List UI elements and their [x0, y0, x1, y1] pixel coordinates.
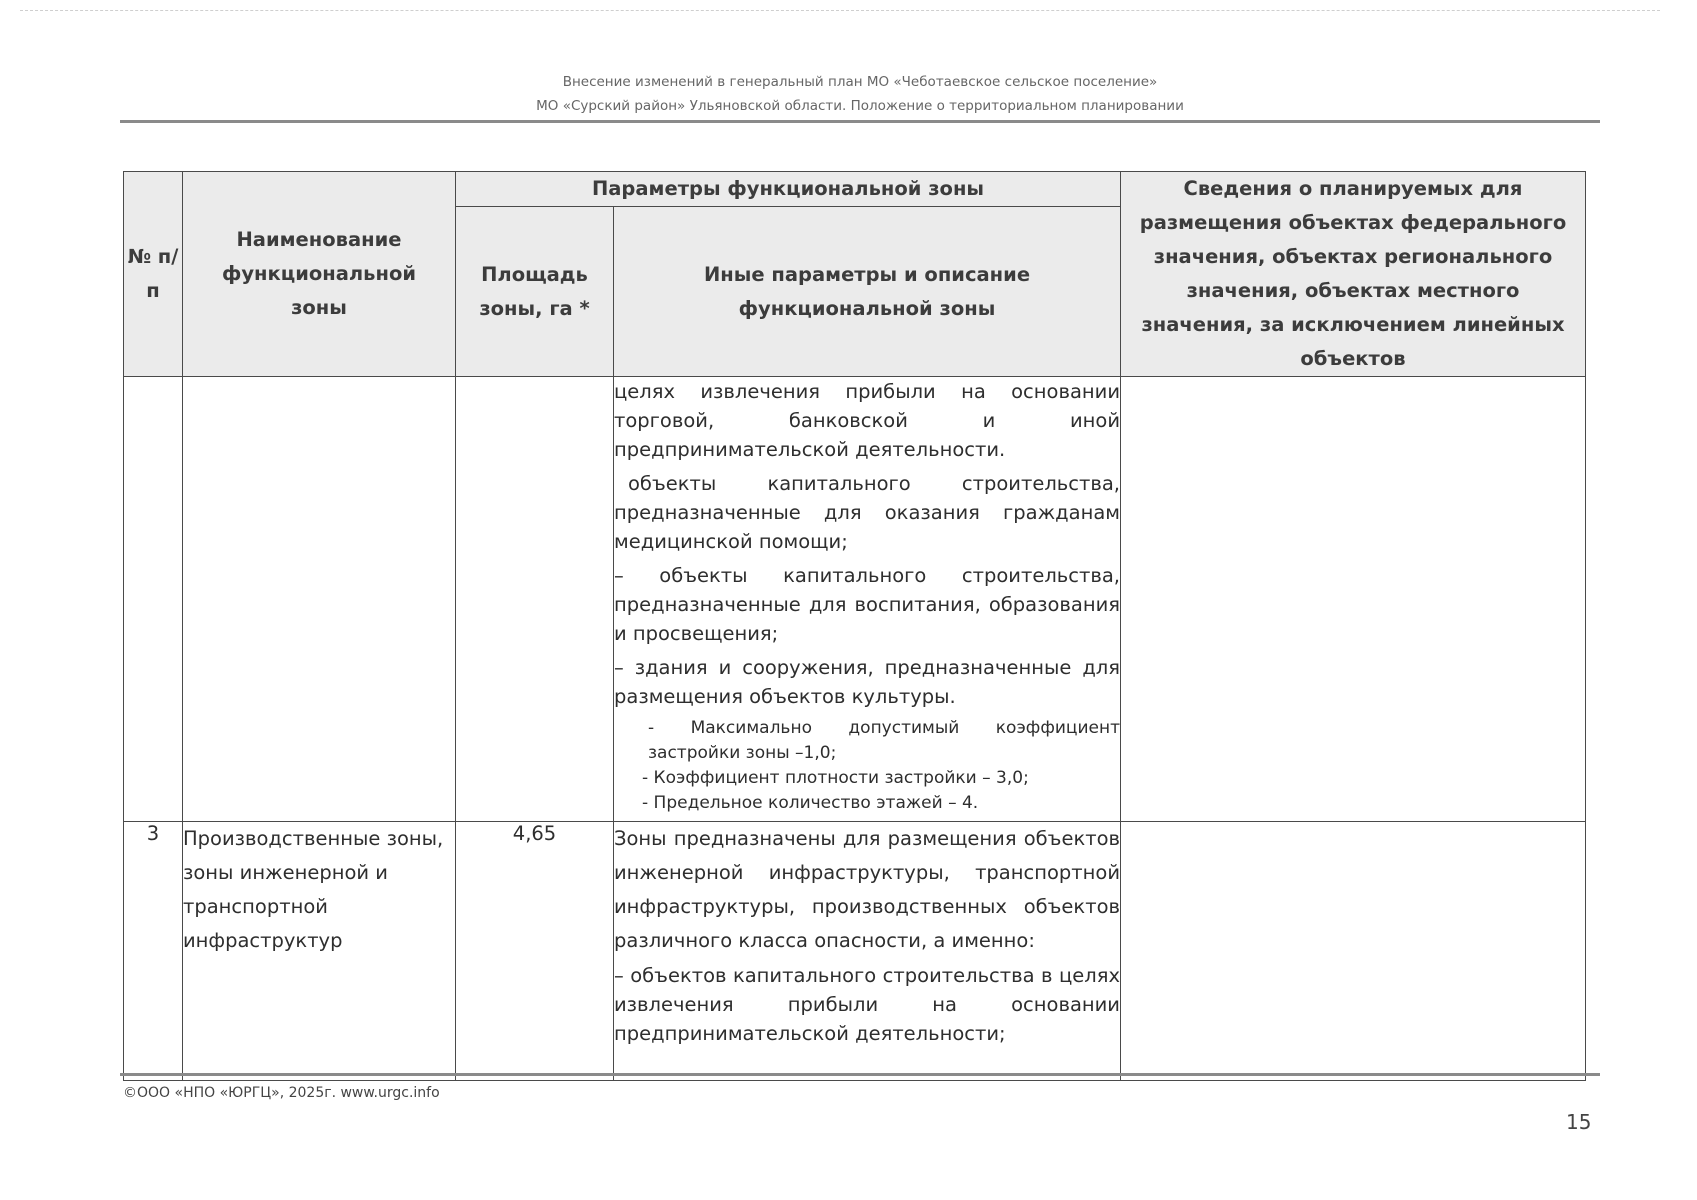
- param-line: - Предельное количество этажей – 4.: [642, 793, 979, 813]
- header-area: Площадь зоны, га *: [456, 207, 614, 377]
- header-info: Сведения о планируемых для размещения объектах федерального значения, объектах регионального значения, объектах местного значения, за исключением линейных объектов: [1121, 172, 1586, 377]
- header-rule: [120, 120, 1600, 123]
- cell-description: [614, 377, 1121, 822]
- cell-description: [614, 822, 1121, 1081]
- desc-paragraph: Зоны предназначены для размещения объектов инженерной инфраструктуры, транспортной инфраструктуры, производственных объектов различного класса опасности, а именно:: [614, 827, 1120, 952]
- cell-info-empty: [1121, 822, 1586, 1081]
- desc-paragraph: – здания и сооружения, предназначенные для размещения объектов культуры.: [614, 656, 1120, 708]
- header-line-1: Внесение изменений в генеральный план МО «Чеботаевское сельское поселение»: [562, 74, 1158, 90]
- cell-area-empty: [456, 377, 614, 822]
- cell-num: 3: [124, 822, 183, 1081]
- footer-copyright: ©ООО «НПО «ЮРГЦ», 2025г. www.urgc.info: [123, 1085, 440, 1101]
- header-other: Иные параметры и описание функциональной зоны: [614, 207, 1121, 377]
- desc-paragraph: – объекты капитального строительства, предназначенные для воспитания, образования и просвещения;: [614, 564, 1120, 645]
- header-params-group: Параметры функциональной зоны: [456, 172, 1121, 207]
- desc-paragraph: объекты капитального строительства, предназначенные для оказания гражданам медицинской помощи;: [614, 472, 1120, 553]
- header-num: № п/п: [124, 172, 183, 377]
- cell-num-empty: [124, 377, 183, 822]
- header-line-2: МО «Сурский район» Ульяновской области. Положение о территориальном планировании: [536, 98, 1184, 114]
- param-line: - Коэффициент плотности застройки – 3,0;: [642, 768, 1029, 788]
- param-text: - Максимально допустимый коэффициент застройки зоны –1,0;: [648, 718, 1120, 763]
- zones-table: [123, 171, 1586, 1081]
- cell-zone-name: Производственные зоны, зоны инженерной и транспортной инфраструктур: [183, 822, 456, 1081]
- param-line: [614, 716, 1120, 766]
- document-header: [120, 70, 1600, 118]
- footer-rule: [120, 1073, 1600, 1076]
- page-number: 15: [1566, 1110, 1592, 1134]
- cell-name-empty: [183, 377, 456, 822]
- table-row: [124, 822, 1586, 1081]
- table-row: [124, 377, 1586, 822]
- cell-area: 4,65: [456, 822, 614, 1081]
- desc-paragraph: – объектов капитального строительства в целях извлечения прибыли на основании предпринимательской деятельности;: [614, 964, 1120, 1045]
- table-header-row: [124, 172, 1586, 207]
- cell-info-empty: [1121, 377, 1586, 822]
- desc-paragraph: целях извлечения прибыли на основании торговой, банковской и иной предпринимательской деятельности.: [614, 380, 1120, 461]
- header-name: Наименование функциональной зоны: [183, 172, 456, 377]
- scan-artifact-line: [20, 10, 1660, 11]
